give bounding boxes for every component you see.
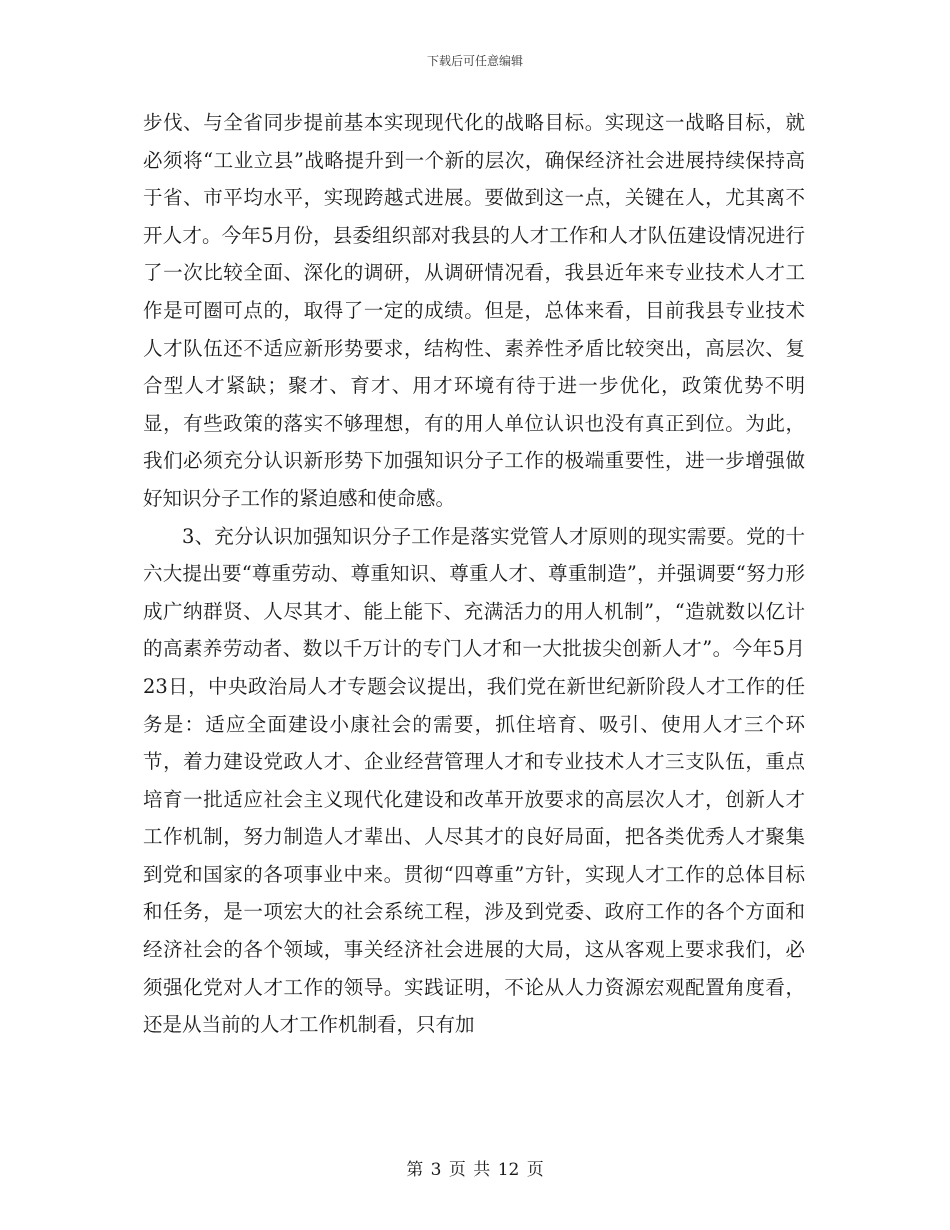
document-body bbox=[143, 104, 805, 1044]
paragraph-section-3: 3、充分认识加强知识分子工作是落实党管人才原则的现实需要。党的十六大提出要“尊重劳动、尊重知识、尊重人才、尊重制造”，并强调要“努力形成广纳群贤、人尽其才、能上能下、充满活力的用人机制”，“造就数以亿计的高素养劳动者、数以千万计的专门人才和一大批拔尖创新人才”。今年5月23日，中央政治局人才专题会议提出，我们党在新世纪新阶段人才工作的任务是：适应全面建设小康社会的需要，抓住培育、吸引、使用人才三个环节，着力建设党政人才、企业经营管理人才和专业技术人才三支队伍，重点培育一批适应社会主义现代化建设和改革开放要求的高层次人才，创新人才工作机制，努力制造人才辈出、人尽其才的良好局面，把各类优秀人才聚集到党和国家的各项事业中来。贯彻“四尊重”方针，实现人才工作的总体目标和任务，是一项宏大的社会系统工程，涉及到党委、政府工作的各个方面和经济社会的各个领域，事关经济社会进展的大局，这从客观上要求我们，必须强化党对人才工作的领导。实践证明，不论从人力资源宏观配置角度看，还是从当前的人才工作机制看，只有加 bbox=[143, 524, 805, 1037]
paragraph-continuation: 步伐、与全省同步提前基本实现现代化的战略目标。实现这一战略目标，就必须将“工业立县”战略提升到一个新的层次，确保经济社会进展持续保持高于省、市平均水平，实现跨越式进展。要做到这一点，关键在人，尤其离不开人才。今年5月份，县委组织部对我县的人才工作和人才队伍建设情况进行了一次比较全面、深化的调研，从调研情况看，我县近年来专业技术人才工作是可圈可点的，取得了一定的成绩。但是，总体来看，目前我县专业技术人才队伍还不适应新形势要求，结构性、素养性矛盾比较突出，高层次、复合型人才紧缺；聚才、育才、用才环境有待于进一步优化，政策优势不明显，有些政策的落实不够理想，有的用人单位认识也没有真正到位。为此，我们必须充分认识新形势下加强知识分子工作的极端重要性，进一步增强做好知识分子工作的紧迫感和使命感。 bbox=[143, 111, 805, 510]
page-header: 下载后可任意编辑 bbox=[426, 54, 523, 68]
page-number-footer: 第 3 页 共 12 页 bbox=[406, 1160, 544, 1180]
